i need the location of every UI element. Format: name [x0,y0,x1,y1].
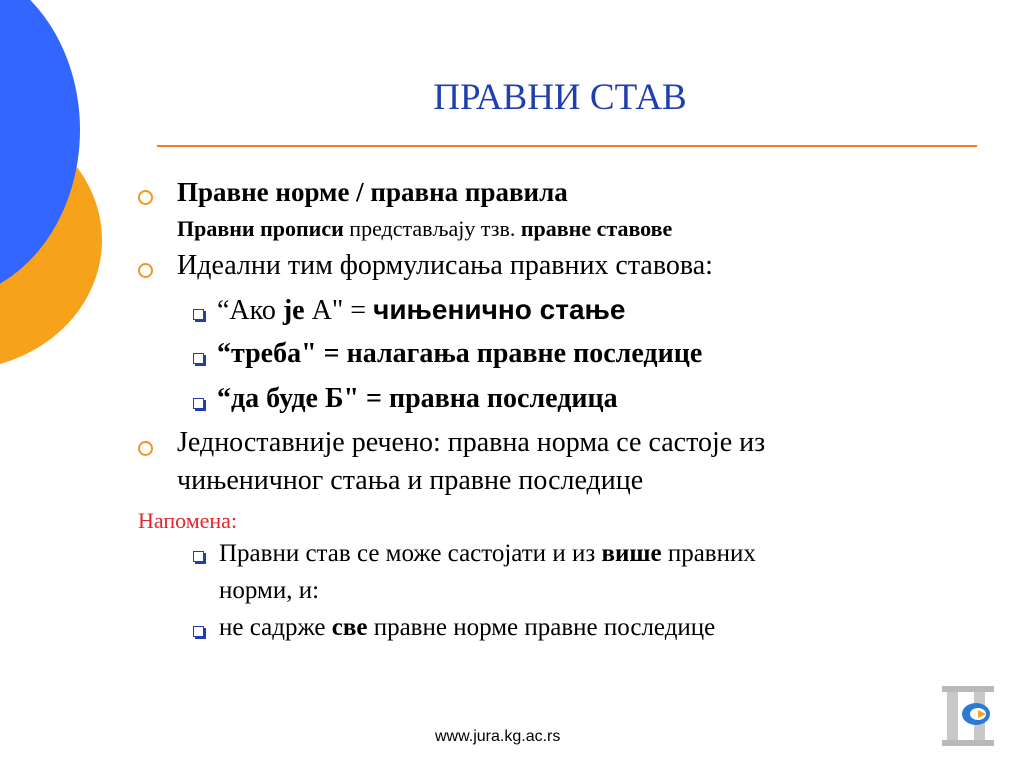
item-3-part-a: “да буде [217,383,325,414]
note-item-1 [219,540,756,568]
title-underline [157,145,977,147]
bullet-1-sub-b: представљају тзв. [343,216,521,241]
square-bullet-icon [193,353,204,364]
ring-bullet-icon [138,441,153,456]
bullet-2-item-3 [217,383,618,415]
bullet-1-subline [177,216,672,242]
note-item-1-part-b: више [601,540,662,567]
footer-url: www.jura.kg.ac.rs [435,728,561,745]
square-bullet-icon [193,309,204,320]
bullet-1-sub-c: правне ставове [520,216,673,241]
ring-bullet-icon [138,263,153,278]
item-1-part-b: је [282,295,305,326]
note-item-1-part-c: правних [661,540,756,567]
bullet-1-text: Правне норме / правна правила [177,177,568,207]
note-item-1-line-2: норми, и: [219,577,320,604]
note-item-2-part-a: не садрже [219,614,332,641]
note-item-2-part-c: правне норме правне последице [367,614,716,641]
item-1-part-c: А" = [304,295,374,326]
item-1-part-a: “Ако [217,295,283,326]
note-item-2 [219,614,715,642]
bullet-2-item-1 [217,294,625,327]
square-bullet-icon [193,626,204,637]
square-bullet-icon [193,551,204,562]
item-3-part-c: = правна последица [359,383,618,414]
slide-title: ПРАВНИ СТАВ [433,77,687,118]
note-item-2-part-b: све [331,614,368,641]
square-bullet-icon [193,398,204,409]
bullet-3-line-1: Једноставније речено: правна норма се састоје из [177,427,766,458]
bullet-1-sub-a: Правни прописи [177,216,344,241]
bullet-2-item-2: “треба" = налагања правне последице [217,338,703,369]
item-3-part-b: Б" [324,383,359,414]
bullet-3-line-2: чињеничног стања и правне последице [177,465,644,496]
bullet-2-text: Идеални тим формулисања правних ставова: [177,250,713,281]
ring-bullet-icon [138,190,153,205]
note-item-1-part-a: Правни став се може састојати и из [219,540,602,567]
faculty-logo-icon [938,684,998,748]
item-1-part-d: чињенично стање [373,294,626,325]
note-label: Напомена: [138,508,238,533]
